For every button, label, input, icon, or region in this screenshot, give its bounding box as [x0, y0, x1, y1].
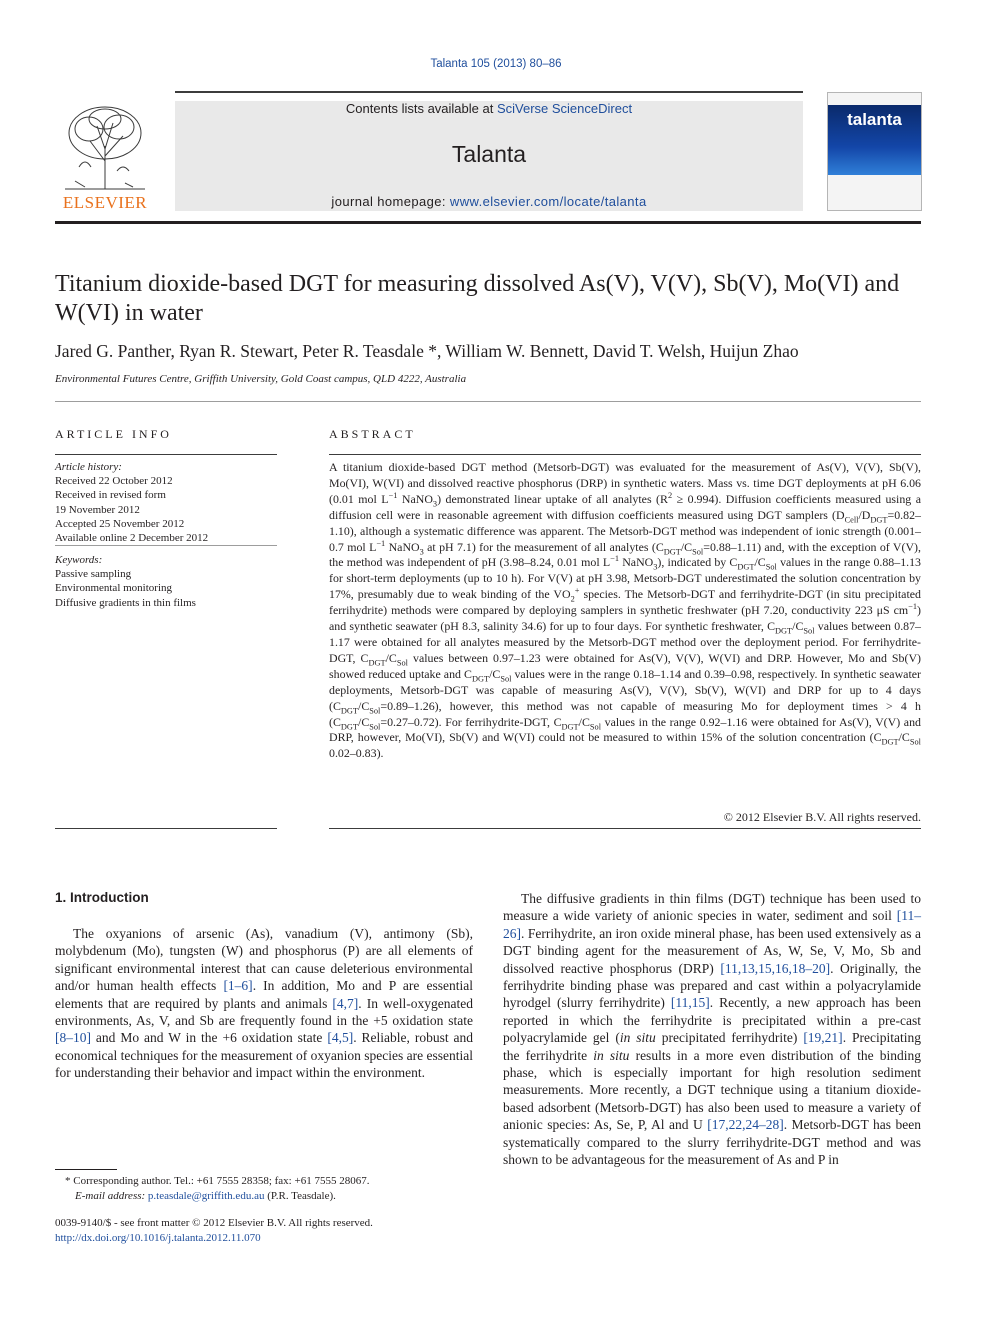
- article-info-bottom-rule: [55, 828, 277, 829]
- contents-line: [175, 101, 803, 116]
- citation-link[interactable]: [17,22,24–28]: [707, 1117, 784, 1133]
- article-info-rule: [55, 454, 277, 455]
- history-item: Received in revised form: [55, 489, 166, 502]
- citation-link[interactable]: [11,13,15,16,18–20]: [720, 960, 831, 976]
- corresponding-author-note: * Corresponding author. Tel.: +61 7555 28358; fax: +61 7555 28067.: [65, 1175, 370, 1187]
- footnotes: [55, 1174, 473, 1203]
- keywords-rule: [55, 545, 277, 546]
- journal-homepage-line: [175, 194, 803, 209]
- journal-reference-link[interactable]: Talanta 105 (2013) 80–86: [430, 58, 562, 70]
- citation-link[interactable]: [8–10]: [55, 1030, 91, 1046]
- doi-link[interactable]: http://dx.doi.org/10.1016/j.talanta.2012.11.070: [55, 1231, 261, 1244]
- copyright-notice: © 2012 Elsevier B.V. All rights reserved.: [723, 810, 921, 824]
- abstract-bottom-rule: [329, 828, 921, 829]
- keyword-item: Passive sampling: [55, 568, 132, 581]
- keyword-item: Environmental monitoring: [55, 582, 173, 595]
- email-link[interactable]: p.teasdale@griffith.edu.au: [147, 1189, 265, 1202]
- email-note: E-mail address: p.teasdale@griffith.edu.au (P.R. Teasdale).: [75, 1189, 336, 1202]
- footnote-rule: [55, 1169, 117, 1170]
- keyword-item: Diffusive gradients in thin films: [55, 596, 196, 609]
- title-divider: [55, 401, 921, 402]
- keywords: [55, 553, 277, 610]
- sciencedirect-link[interactable]: SciVerse ScienceDirect: [496, 101, 633, 116]
- homepage-link[interactable]: www.elsevier.com/locate/talanta: [449, 194, 647, 209]
- abstract-heading: ABSTRACT: [329, 427, 416, 441]
- cover-title: talanta: [847, 110, 902, 129]
- journal-cover-thumbnail[interactable]: [827, 92, 922, 211]
- section-heading-introduction: 1. Introduction: [55, 890, 149, 905]
- article-info-heading: ARTICLE INFO: [55, 427, 172, 441]
- author-list: Jared G. Panther, Ryan R. Stewart, Peter R. Teasdale *, William W. Bennett, David T. Welsh, Huijun Zhao: [55, 341, 799, 361]
- citation-link[interactable]: [19,21]: [803, 1030, 843, 1046]
- affiliation: Environmental Futures Centre, Griffith University, Gold Coast campus, QLD 4222, Australia: [55, 373, 467, 385]
- contents-prefix: Contents lists available at: [345, 101, 497, 116]
- homepage-prefix: journal homepage:: [331, 194, 450, 209]
- citation-link[interactable]: [4,5]: [327, 1030, 354, 1046]
- issn-line: 0039-9140/$ - see front matter © 2012 Elsevier B.V. All rights reserved.: [55, 1217, 373, 1229]
- dgt-paragraph: The diffusive gradients in thin films (DGT) technique has been used to measure a wide variety of anionic species in water, sediment and soil [11–26]. Ferrihydrite, an iron oxide mineral phase, has been used extensively as a DGT binding agent for the measurement of As, W, Se, V, Mo, Sb and dissolved reactive phosphorus (DRP) [11,13,15,16,18–20]. Originally, the ferrihydrite binding phase was prepared and cast within a polyacrylamide hyrodgel (slurry ferrihydrite) [11,15]. Recently, a new approach has been reported in which the ferrihydrite is precipitated within a pre-cast polyacrylamide gel (in situ precipitated ferrihydrite) [19,21]. Precipitating the ferrihydrite in situ results in a more even distribution of the binding phase, which is especially important for high resolution sediment measurements. More recently, a DGT technique using a titanium dioxide-based adsorbent (Metsorb-DGT) has also been used to measure a variety of anionic species: As, Se, P, Al and U [17,22,24–28]. Metsorb-DGT has been systematically compared to the slurry ferrihydrite-DGT method and was shown to be advantageous for the measurement of As and P in: [503, 891, 921, 1168]
- header-top-rule: [175, 91, 803, 93]
- intro-paragraph: The oxyanions of arsenic (As), vanadium (V), antimony (Sb), molybdenum (Mo), tungsten (W) and phosphorus (P) are all elements of significant environmental interest that can cause deleterious environmental and/or human health effects [1–6]. In addition, Mo and P are essential elements that are required by plants and animals [4,7]. In well-oxygenated environments, As, V, and Sb are frequently found in the +5 oxidation state [8–10] and Mo and W in the +6 oxidation state [4,5]. Reliable, robust and economical techniques for the measurement of oxyanion species are essential for understanding their behavior and impact within the environment.: [55, 926, 473, 1081]
- history-item: Received 22 October 2012: [55, 475, 173, 488]
- issn-block: [55, 1216, 473, 1245]
- elsevier-wordmark: ELSEVIER: [62, 193, 148, 212]
- history-item: 19 November 2012: [55, 503, 140, 516]
- header-bottom-rule: [55, 221, 921, 224]
- keywords-label: Keywords:: [55, 554, 103, 566]
- article-title: Titanium dioxide-based DGT for measuring dissolved As(V), V(V), Sb(V), Mo(VI) and W(VI) in water: [55, 271, 900, 326]
- history-label: Article history:: [55, 461, 122, 473]
- citation-link[interactable]: [11,15]: [670, 995, 710, 1011]
- history-item: Available online 2 December 2012: [55, 532, 209, 545]
- abstract-text: A titanium dioxide-based DGT method (Metsorb-DGT) was evaluated for the measurement of As(V), V(V), Sb(V), Mo(VI), W(VI) and dissolved reactive phosphorus (DRP) in synthetic waters. Mass vs. time DGT deployments at pH 6.06 (0.01 mol $L^{-1}$ NaNO$_3$) demonstrated linear uptake of all analytes $(R^2 \ge 0.994)$. Diffusion coefficients measured using a diffusion cell were in reasonable agreement with diffusion coefficients measured using DGT samplers $(D_{Cell}/D_{DGT}=0.82-1.10)$, although a systematic difference was apparent. The Metsorb-DGT method was independent of ionic strength (0.001–0.7 mol $L^{-1}$ NaNO$_3$ at pH 7.1) for the measurement of all analytes $(C_{DGT}/C_{Sol}=0.88-1.11)$ and, with the exception of V(V), the method was independent of pH (3.98–8.24, 0.01 mol $L^{-1}$ NaNO$_3$), indicated by $C_{DGT}/C_{Sol}$ values in the range 0.88–1.13 for short-term deployments (up to 10 h). For V(V) at pH 3.98, Metsorb-DGT underestimated the solution concentration by 17%, presumably due to weak binding of the $VO_2^+$ species. The Metsorb-DGT and ferrihydrite-DGT (in situ precipitated ferrihydrite) methods were compared by deploying samplers in synthetic freshwater (pH 7.20, conductivity 223 μS $cm^{-1}$) and synthetic seawater (pH 8.3, salinity 34.6) for up to four days. For synthetic freshwater, $C_{DGT}/C_{Sol}$ values between 0.87–1.17 were obtained for all analytes measured by the Metsorb-DGT method over the deployment period. For ferrihydrite-DGT, $C_{DGT}/C_{Sol}$ values between 0.97–1.23 were obtained for As(V), V(V), W(VI) and DRP. However, Mo and Sb(V) showed reduced uptake and $C_{DGT}/C_{Sol}$ values were in the range 0.18–1.14 and 0.39–0.98, respectively. In synthetic seawater deployments, Metsorb-DGT was capable of measuring As(V), V(V), Sb(V), W(VI) and DRP for up to 4 days $(C_{DGT}/C_{Sol}=0.89-1.26)$, however, this method was not capable of measuring Mo for deployment times > 4 h $(C_{DGT}/C_{Sol}=0.27-0.72)$. For ferrihydrite-DGT, $C_{DGT}/C_{Sol}$ values in the range 0.92–1.16 were obtained for As(V), V(V) and DRP, however, Mo(VI), Sb(V) and W(VI) could not be measured to within 15% of the solution concentration ($C_{DGT}/C_{Sol}$ 0.02–0.83).: [329, 460, 922, 761]
- article-history: [55, 460, 277, 545]
- citation-link[interactable]: [4,7]: [332, 995, 359, 1011]
- citation-link[interactable]: [11–26]: [503, 908, 921, 941]
- history-item: Accepted 25 November 2012: [55, 517, 185, 530]
- journal-name: Talanta: [451, 141, 527, 167]
- abstract-rule: [329, 454, 921, 455]
- citation-link[interactable]: [1–6]: [223, 978, 253, 994]
